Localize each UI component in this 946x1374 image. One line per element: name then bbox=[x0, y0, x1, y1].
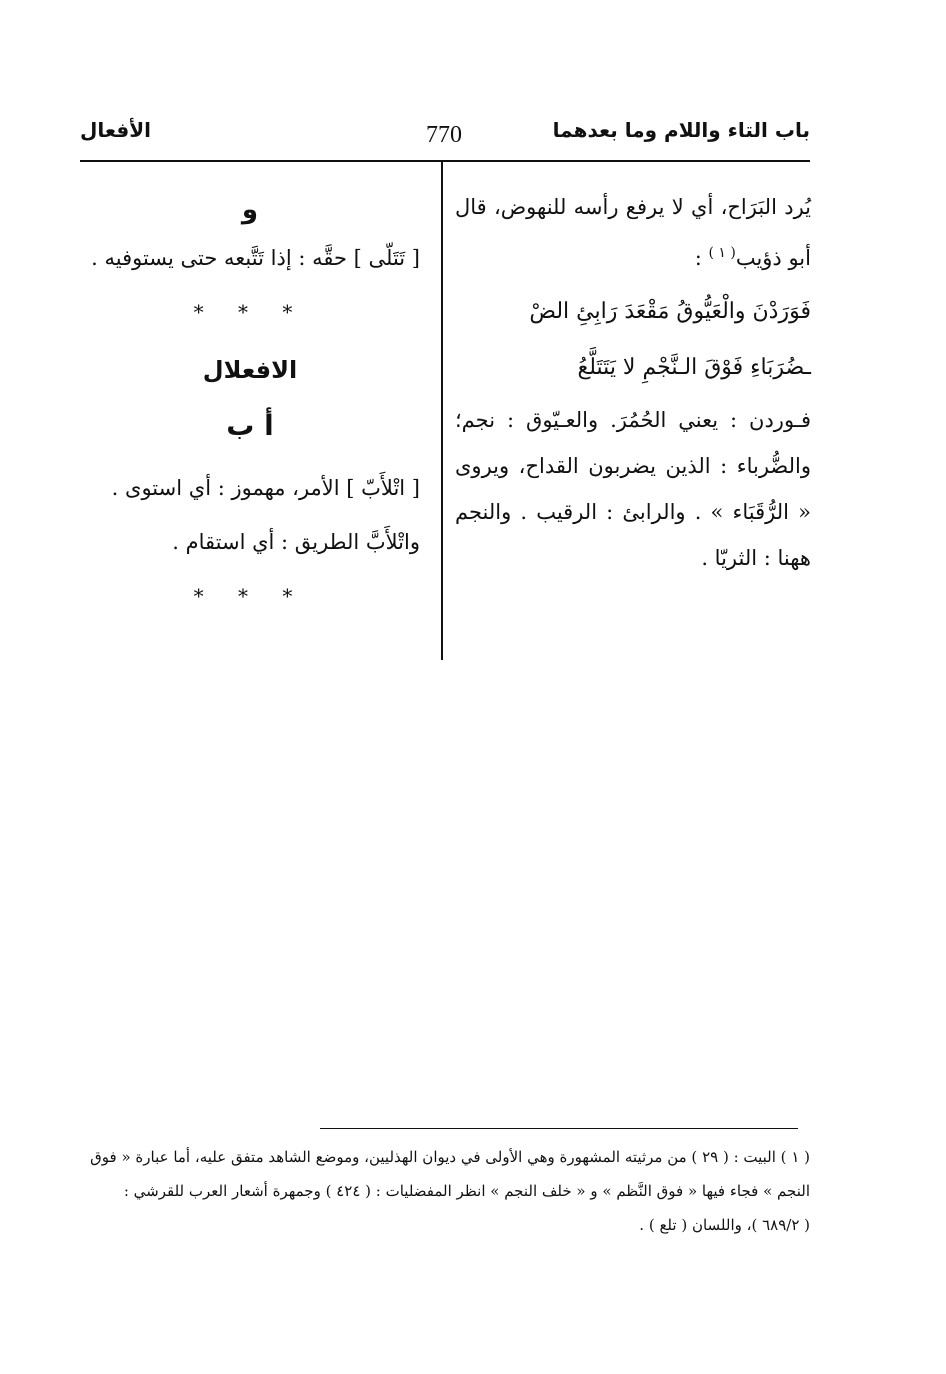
paragraph-intro-end: : bbox=[694, 246, 702, 270]
letter-heading: و bbox=[241, 195, 259, 225]
chapter-title: باب التاء واللام وما بعدهما bbox=[552, 118, 810, 142]
header-divider bbox=[80, 160, 810, 162]
footnote-ref: ( ١ ) bbox=[708, 245, 736, 261]
left-column bbox=[80, 186, 420, 626]
entry-itlaab-2: واتْلأَبَّ الطريق : أي استقام . bbox=[172, 530, 420, 554]
verse-line-2: ـضُرَبَاءِ فَوْقَ الـنَّجْمِ لا يَتَتَلَّعُ bbox=[577, 355, 811, 380]
entry-talla: [ تَتَلّى ] حقَّه : إذا تَتَّبعه حتى يستوفيه . bbox=[91, 246, 420, 270]
footnote-line-1: ( ١ ) البيت : ( ٢٩ ) من مرثيته المشهورة وهي الأولى في ديوان الهذليين، وموضع الشاهد متفق عليه، أما عبارة « فوق bbox=[90, 1148, 810, 1166]
section-title: الأفعال bbox=[80, 118, 151, 142]
separator-stars: * * * bbox=[193, 300, 307, 324]
footnote bbox=[80, 1140, 810, 1242]
paragraph-explanation: فـوردن : يعني الحُمُرَ. والعـيّوق : نجم؛ والضُّرباء : الذين يضربون القداح، ويروى « الرُّقَبَاء » . والرابئ : الرقيب . والنجم ههنا : الثريّا . bbox=[455, 408, 811, 570]
right-column bbox=[455, 184, 811, 581]
page-number: 770 bbox=[426, 122, 462, 148]
separator-stars-end: * * * bbox=[193, 584, 307, 608]
entry-itlaab-1: [ اتْلأَبّ ] الأمر، مهموز : أي استوى . bbox=[111, 476, 420, 500]
verse-line-1: فَوَرَدْنَ والْعَيُّوقُ مَقْعَدَ رَابِئِ الضْ bbox=[529, 299, 811, 324]
column-divider bbox=[441, 162, 443, 660]
paragraph-intro-text: يُرد البَرَاح، أي لا يرفع رأسه للنهوض، قال أبو ذؤيب bbox=[455, 195, 811, 270]
section-heading: الافعلال bbox=[202, 356, 298, 384]
footnote-line-3: ( ٦٨٩/٢ )، واللسان ( تلع ) . bbox=[639, 1216, 810, 1234]
footnote-line-2: النجم » فجاء فيها « فوق النَّظم » و « خلف النجم » انظر المفضليات : ( ٤٢٤ ) وجمهرة أشعار العرب للقرشي : bbox=[123, 1182, 810, 1200]
paragraph-intro bbox=[455, 184, 811, 281]
footnote-divider bbox=[320, 1128, 798, 1129]
root-heading: أ ب bbox=[226, 409, 274, 442]
running-header bbox=[80, 118, 810, 158]
